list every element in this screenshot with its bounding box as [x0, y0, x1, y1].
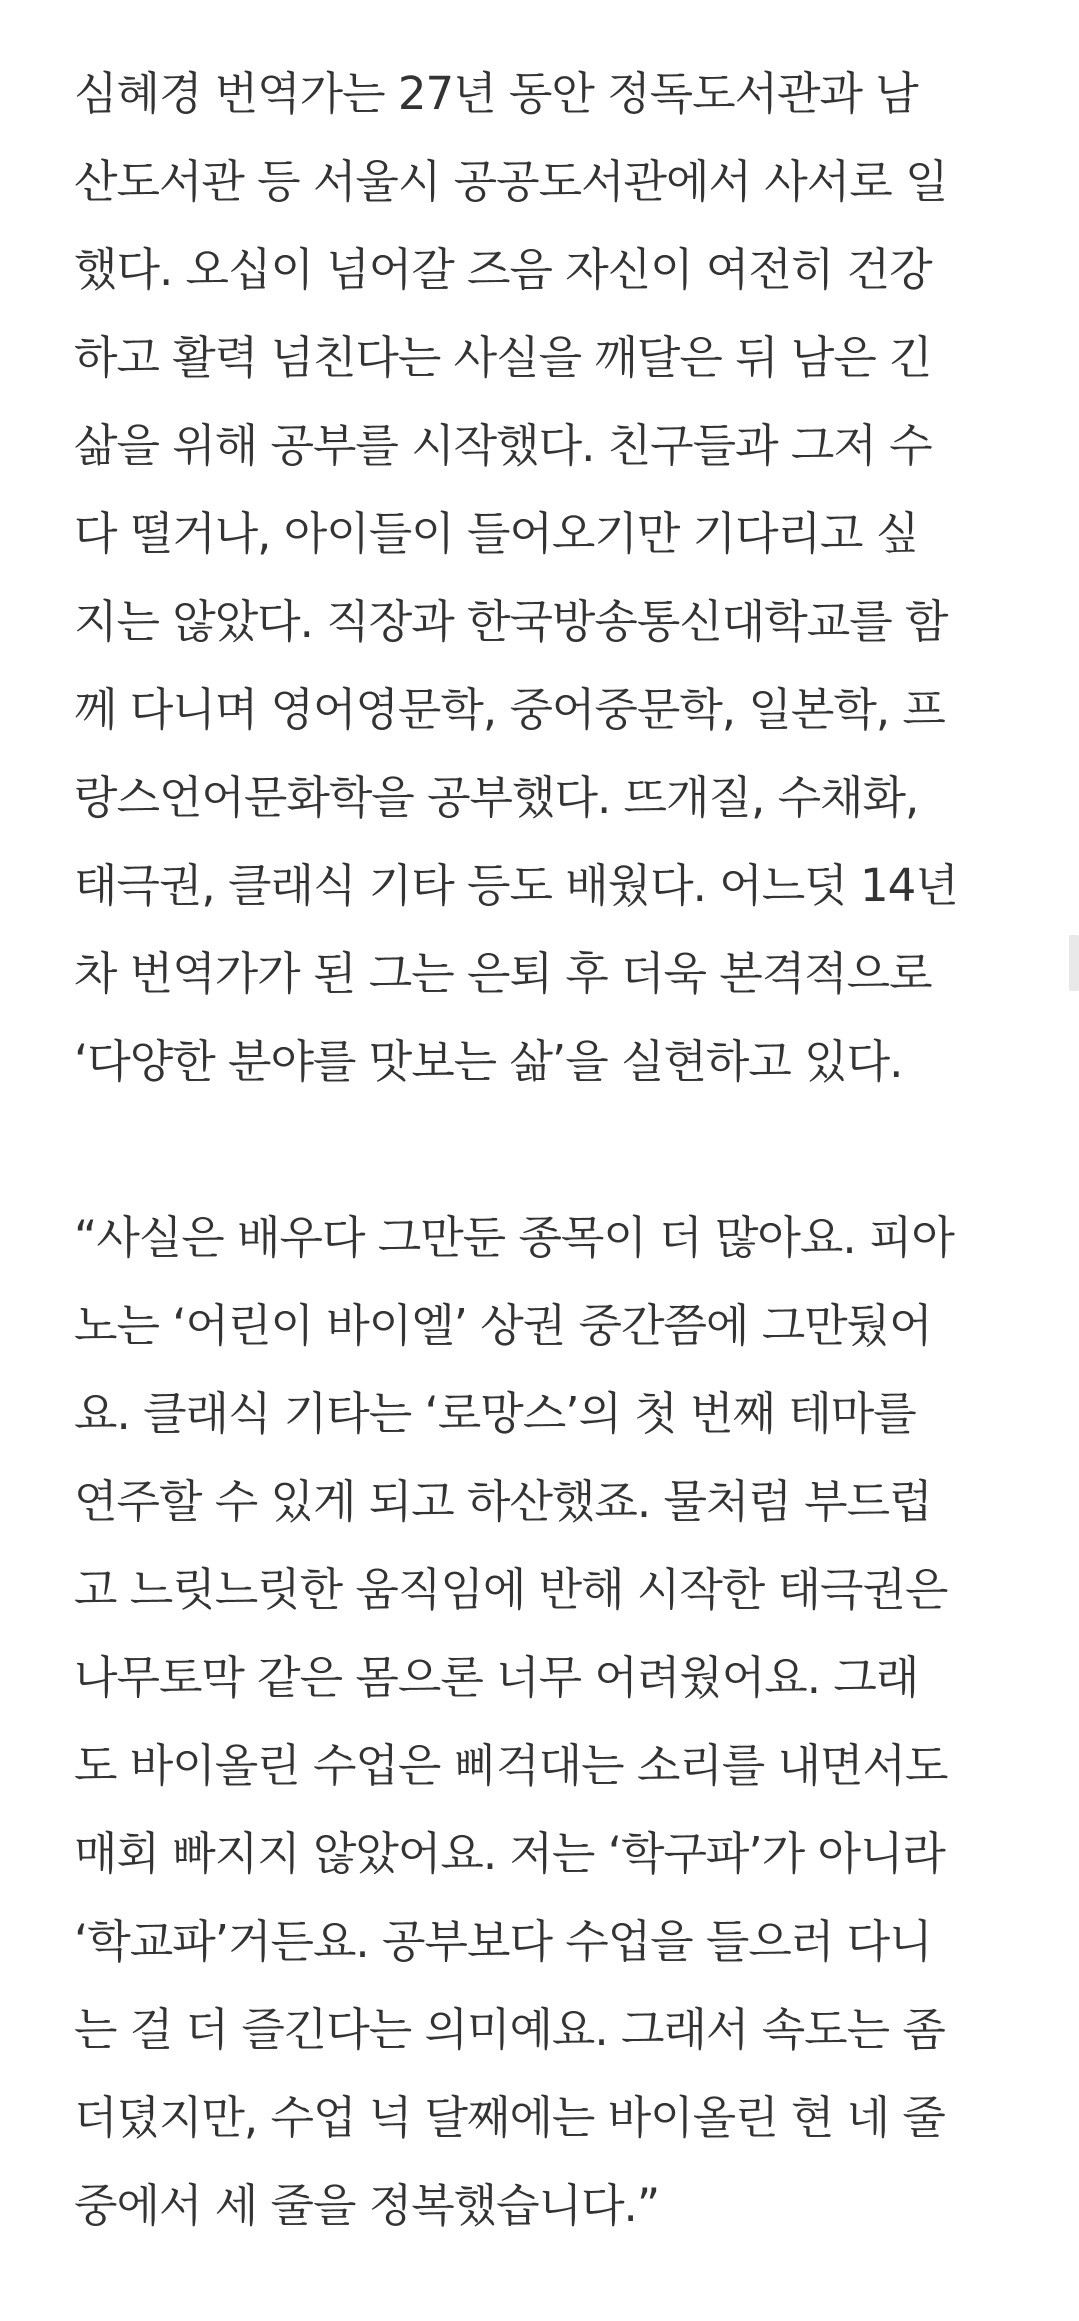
paragraph-line: 매회 빠지지 않았어요. 저는 ‘학구파’가 아니라	[74, 1827, 945, 1880]
paragraph-line: 께 다니며 영어영문학, 중어중문학, 일본학, 프	[74, 683, 945, 736]
paragraph-intro	[74, 50, 1014, 1106]
paragraph-line: “사실은 배우다 그만둔 종목이 더 많아요. 피아	[74, 1211, 954, 1264]
paragraph-line: 하고 활력 넘친다는 사실을 깨달은 뒤 남은 긴	[74, 331, 932, 384]
scrollbar-thumb[interactable]	[1069, 935, 1079, 991]
paragraph-line: 삶을 위해 공부를 시작했다. 친구들과 그저 수	[74, 419, 932, 472]
paragraph-line: 산도서관 등 서울시 공공도서관에서 사서로 일	[74, 155, 948, 208]
paragraph-line: 도 바이올린 수업은 삐걱대는 소리를 내면서도	[74, 1739, 948, 1792]
paragraph-line: 차 번역가가 된 그는 은퇴 후 더욱 본격적으로	[74, 947, 932, 1000]
paragraph-line: 더뎠지만, 수업 넉 달째에는 바이올린 현 네 줄	[74, 2091, 945, 2144]
paragraph-line: 랑스언어문화학을 공부했다. 뜨개질, 수채화,	[74, 771, 919, 824]
article-body	[74, 50, 1014, 2250]
paragraph-line: 했다. 오십이 넘어갈 즈음 자신이 여전히 건강	[74, 243, 932, 296]
paragraph-spacer	[74, 1106, 1014, 1194]
paragraph-line: 지는 않았다. 직장과 한국방송통신대학교를 함	[74, 595, 948, 648]
paragraph-line: 고 느릿느릿한 움직임에 반해 시작한 태극권은	[74, 1563, 948, 1616]
paragraph-line: 태극권, 클래식 기타 등도 배웠다. 어느덧 14년	[74, 859, 958, 912]
paragraph-line: 중에서 세 줄을 정복했습니다.”	[74, 2179, 660, 2232]
paragraph-line: ‘학교파’거든요. 공부보다 수업을 들으러 다니	[74, 1915, 932, 1968]
paragraph-line: 노는 ‘어린이 바이엘’ 상권 중간쯤에 그만뒀어	[74, 1299, 932, 1352]
paragraph-line: 는 걸 더 즐긴다는 의미예요. 그래서 속도는 좀	[74, 2003, 945, 2056]
paragraph-line: 연주할 수 있게 되고 하산했죠. 물처럼 부드럽	[74, 1475, 932, 1528]
paragraph-line: 요. 클래식 기타는 ‘로망스’의 첫 번째 테마를	[74, 1387, 916, 1440]
paragraph-line: 심혜경 번역가는 27년 동안 정독도서관과 남	[74, 67, 918, 120]
paragraph-line: 다 떨거나, 아이들이 들어오기만 기다리고 싶	[74, 507, 919, 560]
paragraph-quote	[74, 1194, 1014, 2250]
paragraph-line: 나무토막 같은 몸으론 너무 어려웠어요. 그래	[74, 1651, 919, 1704]
paragraph-line: ‘다양한 분야를 맛보는 삶’을 실현하고 있다.	[74, 1035, 903, 1088]
